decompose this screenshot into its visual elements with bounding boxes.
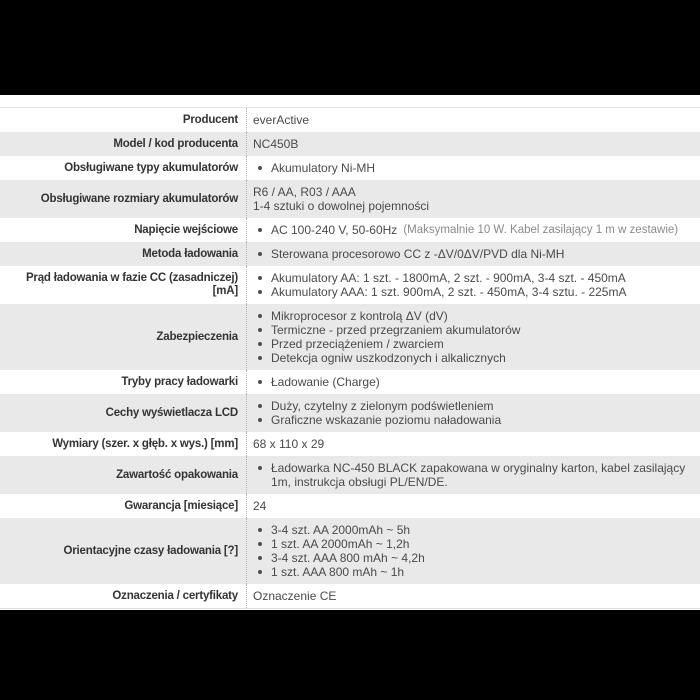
- table-row: [0, 494, 700, 518]
- spec-label: Orientacyjne czasy ładowania [?]: [63, 544, 238, 557]
- table-row: [0, 218, 700, 242]
- spec-value: [246, 156, 700, 180]
- spec-value: [246, 432, 700, 456]
- bottom-letterbox: [0, 610, 700, 700]
- spec-value: [246, 494, 700, 518]
- spec-label: Obsługiwane typy akumulatorów: [64, 161, 238, 174]
- spec-label: Obsługiwane rozmiary akumulatorów: [40, 192, 238, 205]
- spec-table: [0, 107, 700, 609]
- spec-value: [246, 266, 700, 304]
- spec-label: Tryby pracy ładowarki: [121, 375, 238, 388]
- spec-value-text: 1-4 sztuki o dowolnej pojemności: [253, 199, 430, 213]
- spec-value-note: (Maksymalnie 10 W. Kabel zasilający 1 m w zestawie): [403, 224, 679, 236]
- spec-value-text: 3-4 szt. AAA 800 mAh ~ 4,2h: [271, 551, 425, 565]
- spec-label: Napięcie wejściowe: [134, 223, 238, 236]
- spec-value-line: [253, 223, 690, 237]
- top-letterbox: [0, 0, 700, 95]
- spec-value-line: [253, 461, 690, 489]
- spec-value-line: [253, 499, 690, 513]
- table-row: [0, 108, 700, 132]
- spec-value: [246, 370, 700, 394]
- table-row: [0, 304, 700, 370]
- spec-value-text: 3-4 szt. AA 2000mAh ~ 5h: [271, 523, 411, 537]
- spec-value: [246, 242, 700, 266]
- table-row: [0, 156, 700, 180]
- bullet-icon: [258, 380, 262, 384]
- table-row: [0, 370, 700, 394]
- bullet-icon: [258, 404, 262, 408]
- bullet-icon: [258, 342, 262, 346]
- bullet-icon: [258, 356, 262, 360]
- bullet-icon: [258, 328, 262, 332]
- bullet-icon: [258, 290, 262, 294]
- spec-value-text: 68 x 110 x 29: [253, 437, 325, 451]
- spec-value-line: [253, 161, 690, 175]
- spec-value-line: [253, 113, 690, 127]
- spec-value-text: everActive: [253, 113, 310, 127]
- spec-value: [246, 108, 700, 132]
- bullet-icon: [258, 570, 262, 574]
- spec-value-text: Akumulatory AA: 1 szt. - 1800mA, 2 szt. - 900mA, 3-4 szt. - 450mA: [271, 271, 626, 285]
- spec-value: [246, 132, 700, 156]
- spec-value-text: Oznaczenie CE: [253, 589, 337, 603]
- spec-value-text: Duży, czytelny z zielonym podświetleniem: [271, 399, 494, 413]
- spec-value: [246, 218, 700, 242]
- spec-value-line: [253, 589, 690, 603]
- bullet-icon: [258, 542, 262, 546]
- spec-value-text: Ładowarka NC-450 BLACK zapakowana w oryginalny karton, kabel zasilający 1m, instrukcja obsługi PL/EN/DE.: [271, 461, 689, 489]
- spec-label: Zabezpieczenia: [156, 330, 238, 343]
- bullet-icon: [258, 528, 262, 532]
- spec-value-line: [253, 137, 690, 151]
- spec-value-text: Akumulatory Ni-MH: [271, 161, 376, 175]
- spec-value-line: [253, 537, 690, 551]
- bullet-icon: [258, 166, 262, 170]
- table-row: [0, 394, 700, 432]
- spec-label: Cechy wyświetlacza LCD: [105, 406, 238, 419]
- spec-value-text: Mikroprocesor z kontrolą ΔV (dV): [271, 309, 448, 323]
- bullet-icon: [258, 466, 262, 470]
- spec-label: Model / kod producenta: [113, 137, 238, 150]
- spec-label: Producent: [182, 113, 238, 126]
- spec-value-line: [253, 523, 690, 537]
- table-row: [0, 432, 700, 456]
- table-row: [0, 180, 700, 218]
- spec-value-line: [253, 351, 690, 365]
- spec-value-text: 1 szt. AA 2000mAh ~ 1,2h: [271, 537, 410, 551]
- table-row: [0, 242, 700, 266]
- spec-value-line: [253, 551, 690, 565]
- spec-value-text: Graficzne wskazanie poziomu naładowania: [271, 413, 502, 427]
- spec-value: [246, 304, 700, 370]
- bullet-icon: [258, 252, 262, 256]
- spec-value-line: [253, 565, 690, 579]
- spec-value-text: Ładowanie (Charge): [271, 375, 380, 389]
- spec-value-line: [253, 323, 690, 337]
- spec-label: Wymiary (szer. x głęb. x wys.) [mm]: [52, 437, 238, 450]
- bullet-icon: [258, 556, 262, 560]
- table-row: [0, 584, 700, 608]
- spec-value: [246, 584, 700, 608]
- spec-label: Prąd ładowania w fazie CC (zasadniczej) [mA]: [25, 272, 238, 297]
- spec-value-line: [253, 337, 690, 351]
- spec-value-text: R6 / AA, R03 / AAA: [253, 185, 356, 199]
- table-row: [0, 456, 700, 494]
- spec-value-text: NC450B: [253, 137, 299, 151]
- spec-value-text: Przed przeciążeniem / zwarciem: [271, 337, 444, 351]
- spec-value-text: AC 100-240 V, 50-60Hz: [271, 223, 398, 237]
- table-row: [0, 132, 700, 156]
- spec-value-line: [253, 437, 690, 451]
- spec-value: [246, 394, 700, 432]
- bullet-icon: [258, 228, 262, 232]
- product-spec-panel: [0, 95, 700, 610]
- spec-label: Oznaczenia / certyfikaty: [112, 589, 238, 602]
- spec-value-line: [253, 309, 690, 323]
- spec-value-text: Akumulatory AAA: 1 szt. 900mA, 2 szt. - 450mA, 3-4 sztu. - 225mA: [271, 285, 627, 299]
- spec-value-text: 1 szt. AAA 800 mAh ~ 1h: [271, 565, 405, 579]
- bullet-icon: [258, 276, 262, 280]
- spec-value-line: [253, 247, 690, 261]
- spec-label: Zawartość opakowania: [116, 468, 238, 481]
- spec-value: [246, 180, 700, 218]
- table-row: [0, 518, 700, 584]
- spec-value-line: [253, 413, 690, 427]
- spec-value: [246, 456, 700, 494]
- table-row: [0, 266, 700, 304]
- spec-value-line: [253, 185, 690, 199]
- spec-label: Metoda ładowania: [142, 247, 238, 260]
- spec-value-line: [253, 199, 690, 213]
- spec-value-text: 24: [253, 499, 267, 513]
- spec-value-line: [253, 399, 690, 413]
- spec-label: Gwarancja [miesiące]: [124, 499, 238, 512]
- spec-value-line: [253, 285, 690, 299]
- bullet-icon: [258, 418, 262, 422]
- spec-value: [246, 518, 700, 584]
- spec-value-line: [253, 375, 690, 389]
- spec-value-text: Termiczne - przed przegrzaniem akumulatorów: [271, 323, 521, 337]
- bullet-icon: [258, 314, 262, 318]
- spec-value-line: [253, 271, 690, 285]
- spec-value-text: Sterowana procesorowo CC z -ΔV/0ΔV/PVD dla Ni-MH: [271, 247, 565, 261]
- spec-value-text: Detekcja ogniw uszkodzonych i alkalicznych: [271, 351, 506, 365]
